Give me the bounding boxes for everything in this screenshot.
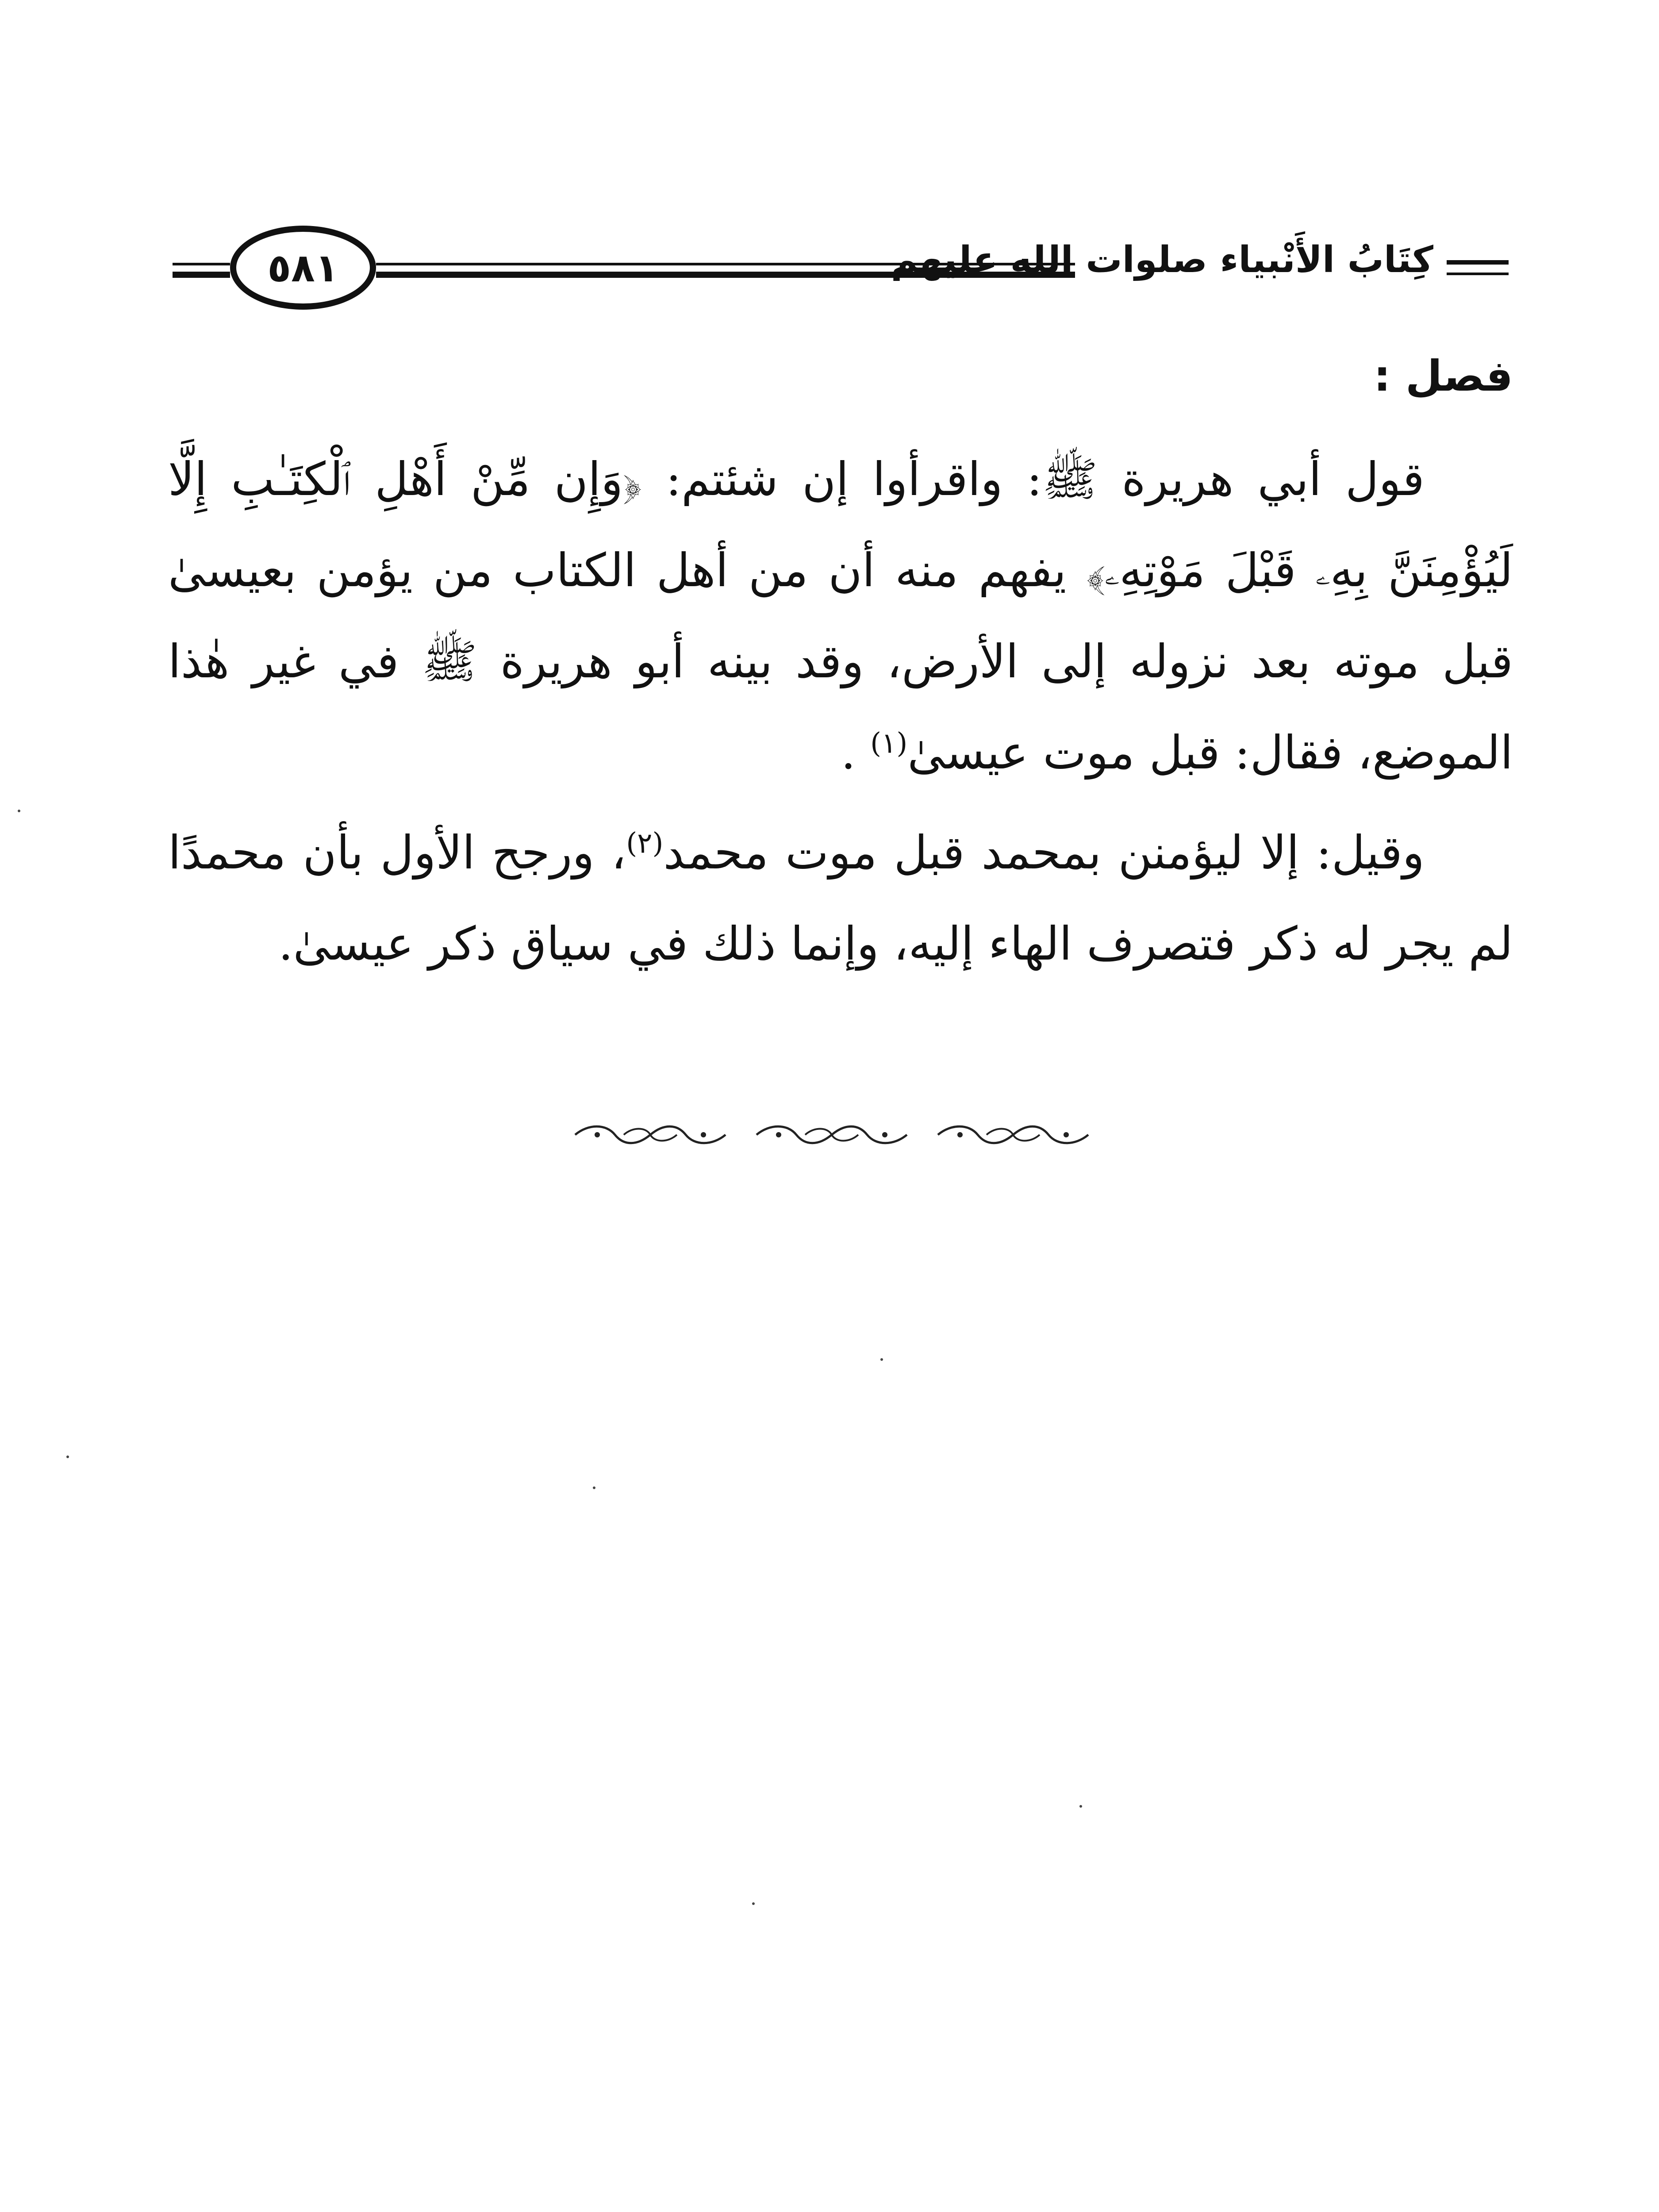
scan-speck: [752, 1902, 755, 1905]
header-rule: [173, 272, 230, 278]
scan-speck: [593, 1486, 595, 1489]
scan-speck: [66, 1455, 69, 1458]
page-number: ٥٨١: [267, 245, 339, 291]
main-text: [168, 345, 1513, 989]
paragraph-text: قول أبي هريرة ﷺ: واقرأوا إن شئتم: ﴿وَإِن مِّنْ أَهْلِ ٱلْكِتَـٰبِ إِلَّا لَيُؤْمِنَنَّ بِهِۦ قَبْلَ مَوْتِهِۦ﴾ يفهم منه أن من أهل الكتاب من يؤمن بعيسىٰ قبل موته بعد نزوله إلى الأرض، وقد بينه أبو هريرة ﷺ في غير هٰذا الموضع، فقال: قبل موت عيسىٰ: [168, 452, 1513, 780]
paragraph-text: وقيل: إلا ليؤمنن بمحمد قبل موت محمد: [663, 826, 1425, 879]
header-rule: [1447, 260, 1509, 265]
ornament-swirl-icon: [933, 1121, 1093, 1148]
page-header: [173, 226, 1509, 310]
ornament-swirl-icon: [752, 1121, 911, 1148]
running-title: كِتَابُ الأَنْبياء صلوات الله عليهم: [891, 239, 1433, 281]
scan-speck: [880, 1358, 883, 1361]
header-rule: [1447, 273, 1509, 275]
scan-speck: [1079, 1805, 1082, 1808]
ornament-swirl-icon: [571, 1121, 730, 1148]
scan-speck: [18, 810, 20, 812]
paragraph-tail: .: [841, 726, 871, 780]
paragraph-tail: ، ورجح الأول بأن محمدًا لم يجر له ذكر فتصرف الهاء إليه، وإنما ذلك في سياق ذكر عيسىٰ.: [168, 826, 1513, 971]
footnote-ref[interactable]: (١): [870, 727, 908, 760]
footnote-ref[interactable]: (٢): [626, 827, 664, 860]
section-heading: فصل :: [1374, 351, 1513, 401]
paragraph-1: [168, 434, 1513, 798]
header-rule: [173, 263, 230, 265]
paragraph-2: [168, 807, 1513, 989]
floral-divider-icon: [571, 1115, 1093, 1155]
page-number-badge: [230, 226, 376, 310]
